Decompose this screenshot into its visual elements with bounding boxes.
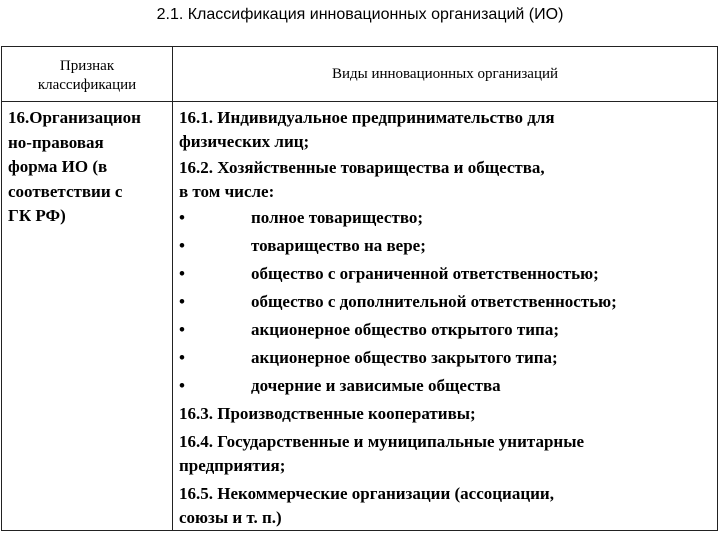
item-text: дочерние и зависимые общества bbox=[251, 376, 501, 395]
item-text: общество с ограниченной ответственностью; bbox=[251, 264, 599, 283]
item-text: общество с дополнительной ответственностью; bbox=[251, 292, 617, 311]
header-types-label: Виды инновационных организаций bbox=[331, 65, 559, 82]
page-title: 2.1. Классификация инновационных организаций (ИО) bbox=[156, 6, 564, 23]
bullet-icon: • bbox=[179, 236, 185, 255]
bullet-icon: • bbox=[179, 292, 185, 311]
item-text: 16.4. Государственные и муниципальные унитарные bbox=[179, 432, 585, 451]
bullet-item bbox=[179, 232, 711, 260]
header-criterion-label: Признак классификации bbox=[37, 58, 137, 93]
bullet-item bbox=[179, 204, 711, 232]
item-text: 16.5. Некоммерческие организации (ассоциации, bbox=[179, 484, 554, 503]
item-text: 16.2. Хозяйственные товарищества и общества, bbox=[179, 158, 545, 177]
item-text: полное товарищество; bbox=[251, 208, 424, 227]
item-text: товарищество на вере; bbox=[251, 236, 426, 255]
list-item bbox=[179, 106, 711, 130]
list-item-continuation bbox=[179, 180, 711, 204]
bullet-icon: • bbox=[179, 320, 185, 339]
criterion-cell: 16.Организацион но-правовая форма ИО (в соответствии с ГК РФ) bbox=[2, 102, 173, 531]
classification-table bbox=[1, 46, 718, 531]
item-text: 16.3. Производственные кооперативы; bbox=[179, 404, 476, 423]
bullet-item bbox=[179, 344, 711, 372]
header-types bbox=[173, 47, 718, 102]
item-text: предприятия; bbox=[179, 456, 286, 475]
list-item bbox=[179, 156, 711, 180]
bullet-icon: • bbox=[179, 376, 185, 395]
item-text: акционерное общество закрытого типа; bbox=[251, 348, 558, 367]
bullet-item bbox=[179, 288, 711, 316]
list-item bbox=[179, 400, 711, 428]
bullet-item bbox=[179, 260, 711, 288]
list-item-continuation bbox=[179, 130, 711, 154]
items-cell bbox=[173, 102, 718, 531]
header-criterion bbox=[2, 47, 173, 102]
list-item bbox=[179, 482, 711, 506]
bullet-icon: • bbox=[179, 208, 185, 227]
item-text: в том числе: bbox=[179, 182, 275, 201]
list-item-continuation bbox=[179, 454, 711, 478]
list-item bbox=[179, 430, 711, 454]
list-item-continuation bbox=[179, 506, 711, 530]
item-text: акционерное общество открытого типа; bbox=[251, 320, 560, 339]
bullet-item bbox=[179, 316, 711, 344]
table-row bbox=[2, 102, 718, 531]
bullet-icon: • bbox=[179, 264, 185, 283]
bullet-item bbox=[179, 372, 711, 400]
table-header-row bbox=[2, 47, 718, 102]
item-text: физических лиц; bbox=[179, 132, 310, 151]
item-text: 16.1. Индивидуальное предпринимательство для bbox=[179, 108, 555, 127]
bullet-icon: • bbox=[179, 348, 185, 367]
item-text: союзы и т. п.) bbox=[179, 508, 282, 527]
